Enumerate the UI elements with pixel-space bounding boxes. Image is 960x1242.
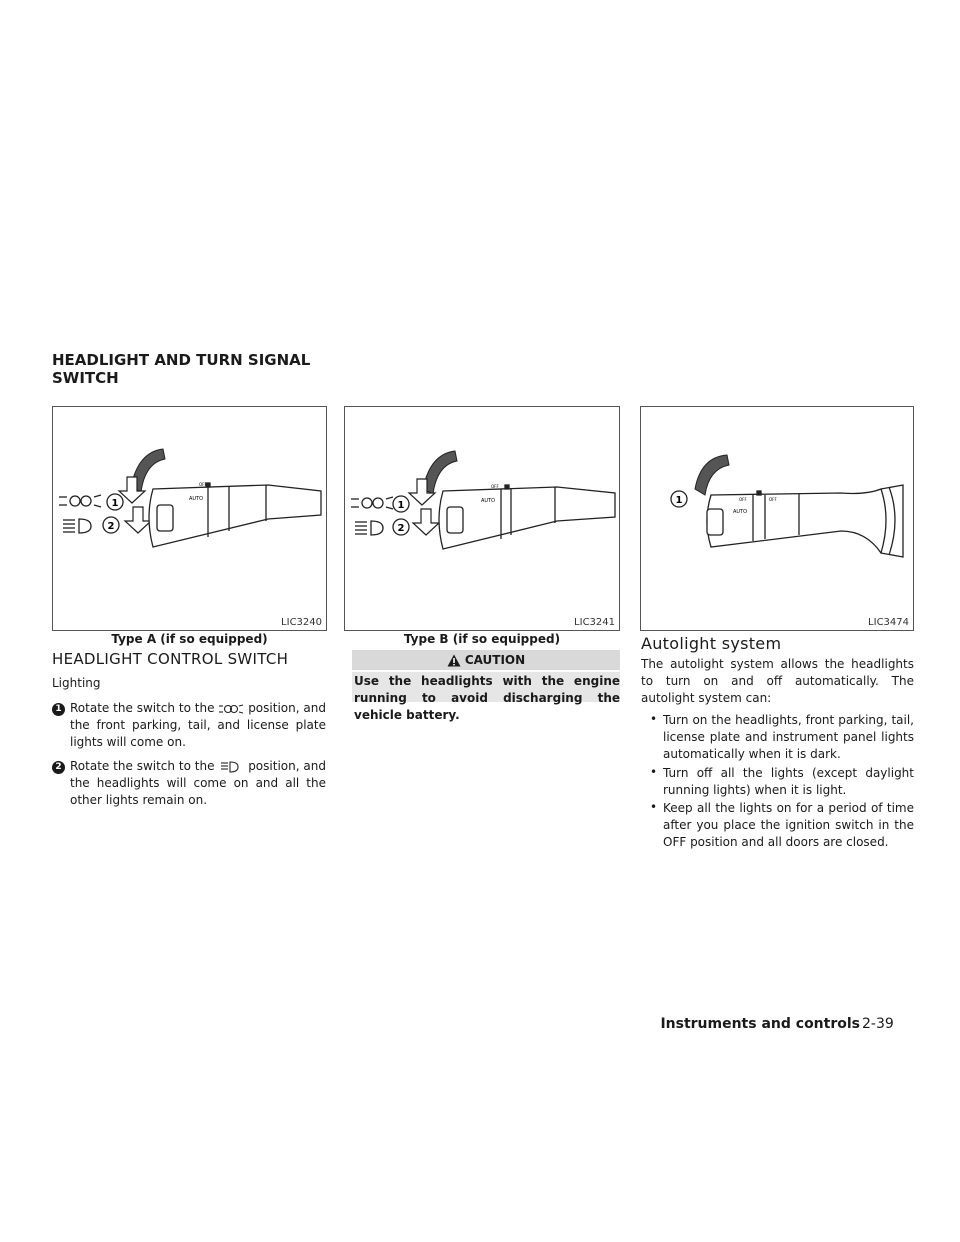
step-1-post: position, and the front parking, tail, and license plate lights will come on. [70, 701, 326, 749]
caution-text: Use the headlights with the engine running to avoid discharging the vehicle battery. [354, 674, 620, 722]
callout-1 [671, 491, 687, 507]
caution-header [352, 650, 620, 670]
section-title: HEADLIGHT AND TURN SIGNAL SWITCH [52, 351, 311, 387]
step-1-pre: Rotate the switch to the [70, 701, 215, 715]
warning-icon [447, 654, 461, 667]
callout-1-label: 1 [675, 495, 683, 506]
parking-light-icon [351, 497, 393, 509]
switch-illustration-b [345, 407, 619, 630]
headlight-icon [355, 521, 383, 535]
caution-label: CAUTION [464, 653, 526, 667]
switch-stalk [149, 483, 321, 547]
step-2-badge: 2 [52, 761, 65, 774]
callout-1 [393, 496, 409, 512]
callout-2 [103, 517, 119, 533]
bullet-item: Turn on the headlights, front parking, tail, license plate and instrument panel lights automatically when it is dark. [663, 713, 914, 761]
figure-code: LIC3474 [868, 617, 909, 628]
parking-light-icon [218, 703, 244, 715]
autolight-intro: The autolight system allows the headlights to turn on and off automatically. The autolight system can: [641, 657, 914, 705]
step-2-post: position, and the headlights will come on and all the other lights remain on. [70, 759, 326, 807]
figure-type-a [52, 406, 327, 631]
callout-2 [393, 519, 409, 535]
autolight-heading: Autolight system [641, 634, 782, 653]
footer-chapter-title: Instruments and controls [660, 1016, 860, 1032]
parking-light-icon [59, 495, 101, 507]
callout-2-label: 2 [397, 523, 405, 534]
figure-code: LIC3241 [574, 617, 615, 628]
bullet-dot: • [650, 765, 658, 779]
auto-label: AUTO [481, 498, 496, 504]
down-arrow-2 [413, 509, 439, 535]
off-label: OFF [769, 497, 777, 502]
off-label: OFF [199, 482, 207, 487]
rotate-arrow [423, 451, 457, 494]
figure-caption: Type B (if so equipped) [403, 632, 561, 646]
rotate-arrow [695, 455, 729, 495]
step-2-text [70, 758, 326, 809]
bullet-item: Turn off all the lights (except daylight running lights) when it is light. [663, 766, 914, 797]
figure-code: LIC3240 [281, 617, 322, 628]
callout-2-label: 2 [107, 521, 115, 532]
off-label: OFF [491, 484, 499, 489]
callout-1 [107, 494, 123, 510]
switch-stalk [439, 485, 615, 549]
callout-1-label: 1 [111, 498, 119, 509]
bullet-item: Keep all the lights on for a period of time after you place the ignition switch in the OFF position and all doors are closed. [663, 801, 914, 849]
auto-label: AUTO [733, 509, 748, 515]
switch-illustration-c [641, 407, 913, 630]
headlight-control-heading: HEADLIGHT CONTROL SWITCH [52, 650, 289, 668]
lighting-subheading: Lighting [52, 676, 101, 690]
figure-type-b [344, 406, 620, 631]
page-number: 2-39 [862, 1016, 894, 1032]
callout-1-label: 1 [397, 500, 405, 511]
switch-illustration-a [53, 407, 326, 630]
headlight-icon [218, 761, 244, 773]
figure-autolight [640, 406, 914, 631]
step-1-badge: 1 [52, 703, 65, 716]
bullet-dot: • [650, 800, 658, 814]
step-2-pre: Rotate the switch to the [70, 759, 215, 773]
down-arrow-2 [125, 507, 151, 533]
bullet-dot: • [650, 712, 658, 726]
headlight-icon [63, 519, 91, 533]
off-label: OFF [739, 497, 747, 502]
switch-stalk [707, 485, 903, 557]
auto-label: AUTO [189, 496, 204, 502]
figure-caption: Type A (if so equipped) [111, 632, 268, 646]
step-1-text [70, 700, 326, 751]
